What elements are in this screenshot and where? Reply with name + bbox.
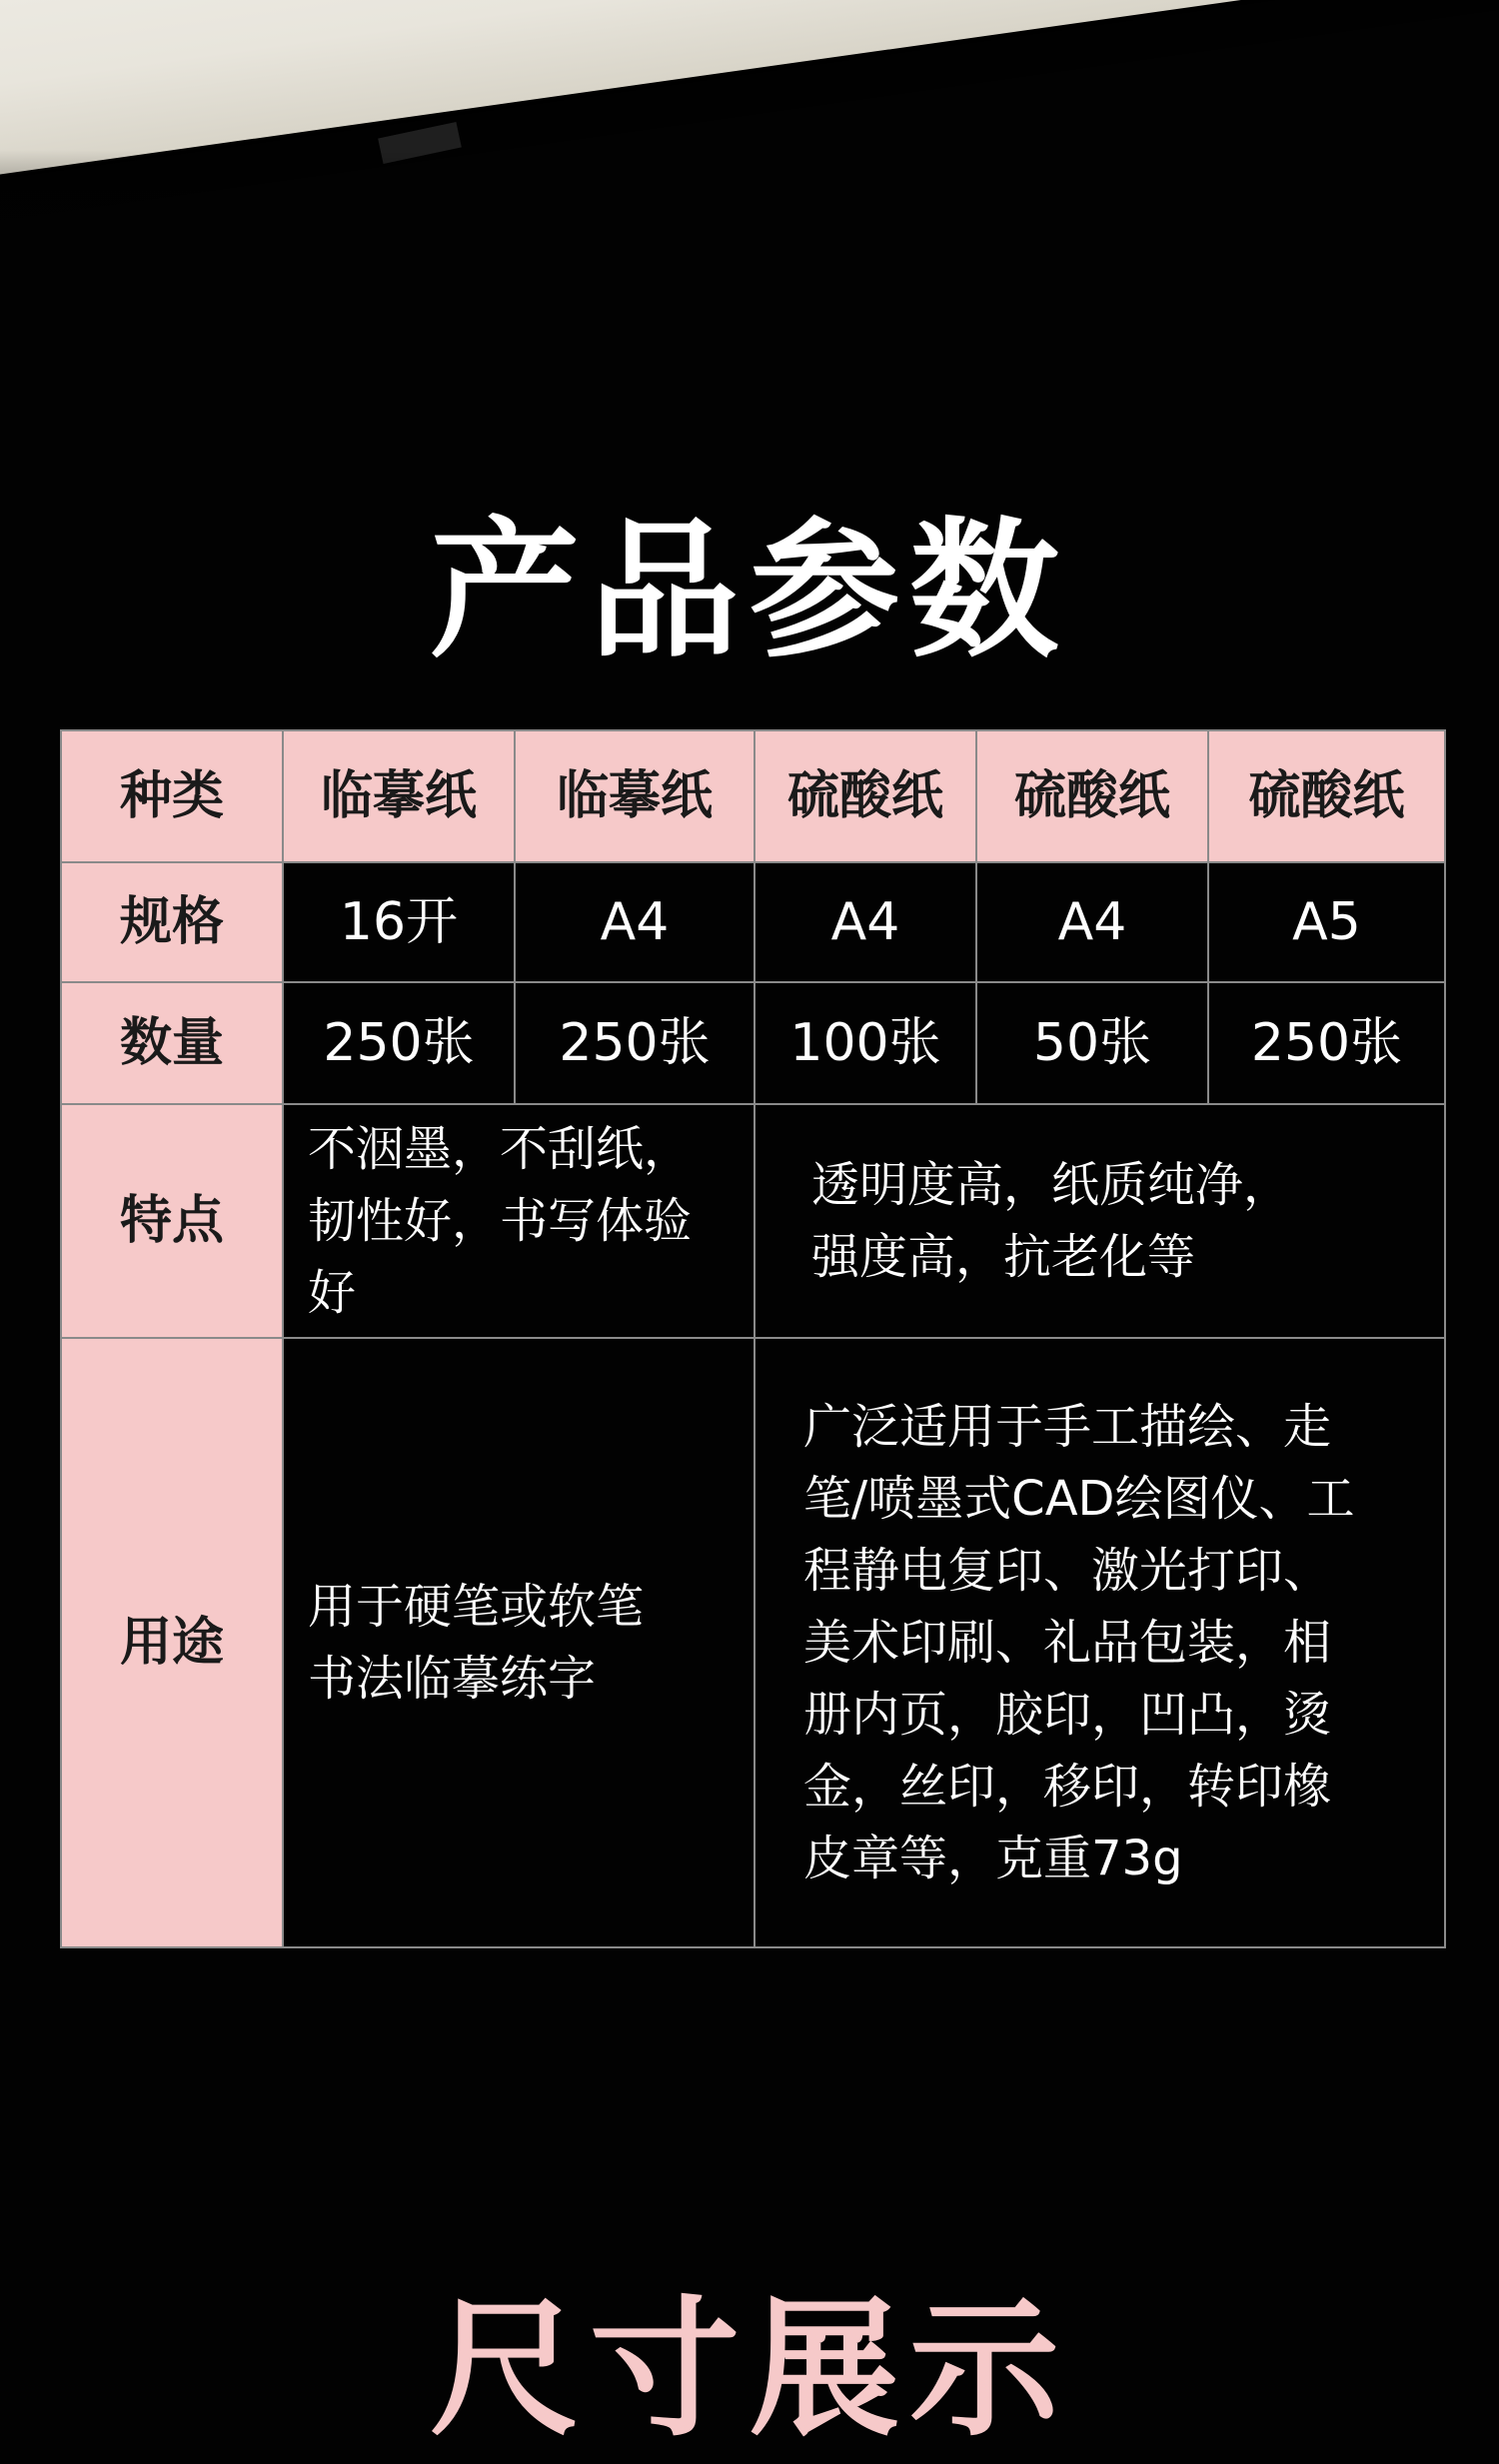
usage-sulfuric-line-1: 广泛适用于手工描绘、走 [803, 1399, 1332, 1455]
next-section-title: 尺寸展示 [429, 2283, 1069, 2457]
quantity-cell-2: 250张 [515, 982, 754, 1104]
quantity-cell-5: 250张 [1208, 982, 1445, 1104]
top-product-photo [0, 0, 1499, 300]
size-cell-4: A4 [976, 862, 1208, 982]
usage-sulfuric-cell [754, 1338, 1445, 1947]
page-title: 产品参数 [429, 505, 1069, 678]
features-tracing-line-1: 不洇墨，不刮纸， [308, 1121, 693, 1177]
row-label-usage: 用途 [61, 1338, 283, 1947]
size-cell-5: A5 [1208, 862, 1445, 982]
features-sulfuric-line-1: 透明度高，纸质纯净， [811, 1157, 1292, 1213]
usage-sulfuric-line-5: 册内页，胶印，凹凸，烫 [803, 1687, 1332, 1743]
row-label-quantity: 数量 [61, 982, 283, 1104]
table-row-quantity [61, 982, 1445, 1104]
table-row-type [61, 730, 1445, 862]
usage-tracing-line-2: 书法临摹练字 [308, 1651, 597, 1707]
size-cell-1: 16开 [283, 862, 515, 982]
usage-tracing-cell [283, 1338, 754, 1947]
usage-sulfuric-line-3: 程静电复印、激光打印、 [803, 1543, 1332, 1599]
type-cell-4: 硫酸纸 [976, 730, 1208, 862]
product-params-table [60, 729, 1446, 1948]
features-sulfuric-line-2: 强度高，抗老化等 [811, 1229, 1196, 1285]
type-cell-2: 临摹纸 [515, 730, 754, 862]
usage-sulfuric-line-4: 美术印刷、礼品包装，相 [803, 1615, 1332, 1671]
usage-sulfuric-line-7: 皮章等，克重73g [803, 1831, 1183, 1886]
quantity-cell-1: 250张 [283, 982, 515, 1104]
photo-fade [0, 150, 1499, 300]
features-tracing-cell [283, 1104, 754, 1338]
usage-sulfuric-line-2: 笔/喷墨式CAD绘图仪、工 [803, 1471, 1355, 1527]
quantity-cell-4: 50张 [976, 982, 1208, 1104]
type-cell-1: 临摹纸 [283, 730, 515, 862]
row-label-features: 特点 [61, 1104, 283, 1338]
features-tracing-line-2: 韧性好，书写体验好 [308, 1193, 693, 1321]
usage-sulfuric-line-6: 金，丝印，移印，转印橡 [803, 1759, 1332, 1815]
table-row-size [61, 862, 1445, 982]
row-label-type: 种类 [61, 730, 283, 862]
type-cell-3: 硫酸纸 [754, 730, 976, 862]
type-cell-5: 硫酸纸 [1208, 730, 1445, 862]
quantity-cell-3: 100张 [754, 982, 976, 1104]
row-label-size: 规格 [61, 862, 283, 982]
features-sulfuric-cell [754, 1104, 1445, 1338]
table-row-features [61, 1104, 1445, 1338]
size-cell-3: A4 [754, 862, 976, 982]
size-cell-2: A4 [515, 862, 754, 982]
table-row-usage [61, 1338, 1445, 1947]
usage-tracing-line-1: 用于硬笔或软笔 [308, 1579, 645, 1635]
